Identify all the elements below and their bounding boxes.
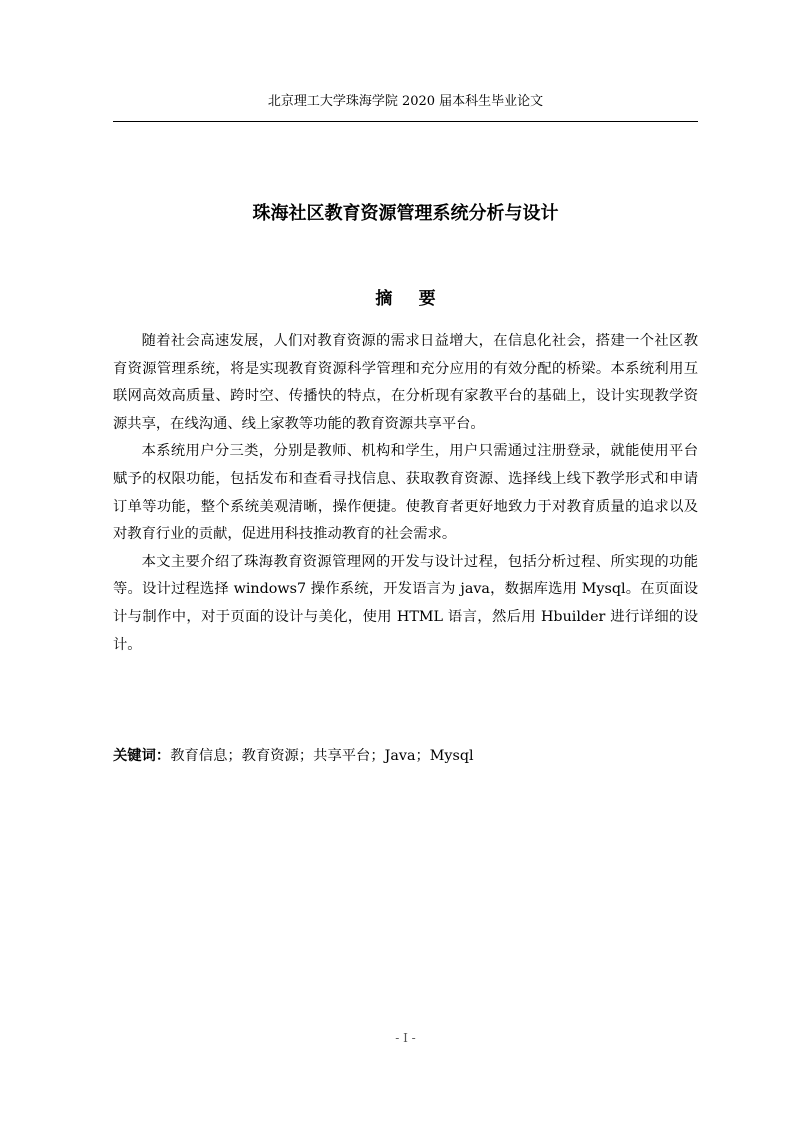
abstract-paragraph: 随着社会高速发展，人们对教育资源的需求日益增大，在信息化社会，搭建一个社区教育资源管理系统，将是实现教育资源科学管理和充分应用的有效分配的桥梁。本系统利用互联网高效高质量、跨时空、传播快的特点，在分析现有家教平台的基础上，设计实现教学资源共享，在线沟通、线上家教等功能的教育资源共享平台。 [113, 333, 698, 432]
header-divider [113, 121, 698, 122]
thesis-title: 珠海社区教育资源管理系统分析与设计 [252, 203, 559, 224]
abstract-heading: 摘 要 [375, 289, 436, 309]
keywords-label: 关键词： [113, 748, 171, 764]
abstract-paragraph: 本系统用户分三类，分别是教师、机构和学生，用户只需通过注册登录，就能使用平台赋予的权限功能，包括发布和查看寻找信息、获取教育资源、选择线上线下教学形式和申请订单等功能，整个系统美观清晰，操作便捷。使教育者更好地致力于对教育质量的追求以及对教育行业的贡献，促进用科技推动教育的社会需求。 [113, 443, 698, 543]
abstract-body [113, 328, 698, 659]
abstract-paragraph: 本文主要介绍了珠海教育资源管理网的开发与设计过程，包括分析过程、所实现的功能等。设计过程选择 windows7 操作系统，开发语言为 java，数据库选用 Mysql。在页面设计与制作中，对于页面的设计与美化，使用 HTML 语言，然后用 Hbuilder 进行详细的设计。 [113, 553, 698, 653]
keywords-text: 教育信息；教育资源；共享平台；Java；Mysql [170, 748, 474, 764]
running-header: 北京理工大学珠海学院 2020 届本科生毕业论文 [267, 94, 544, 109]
page-number: - I - [395, 1031, 416, 1045]
keywords-line [113, 744, 698, 768]
